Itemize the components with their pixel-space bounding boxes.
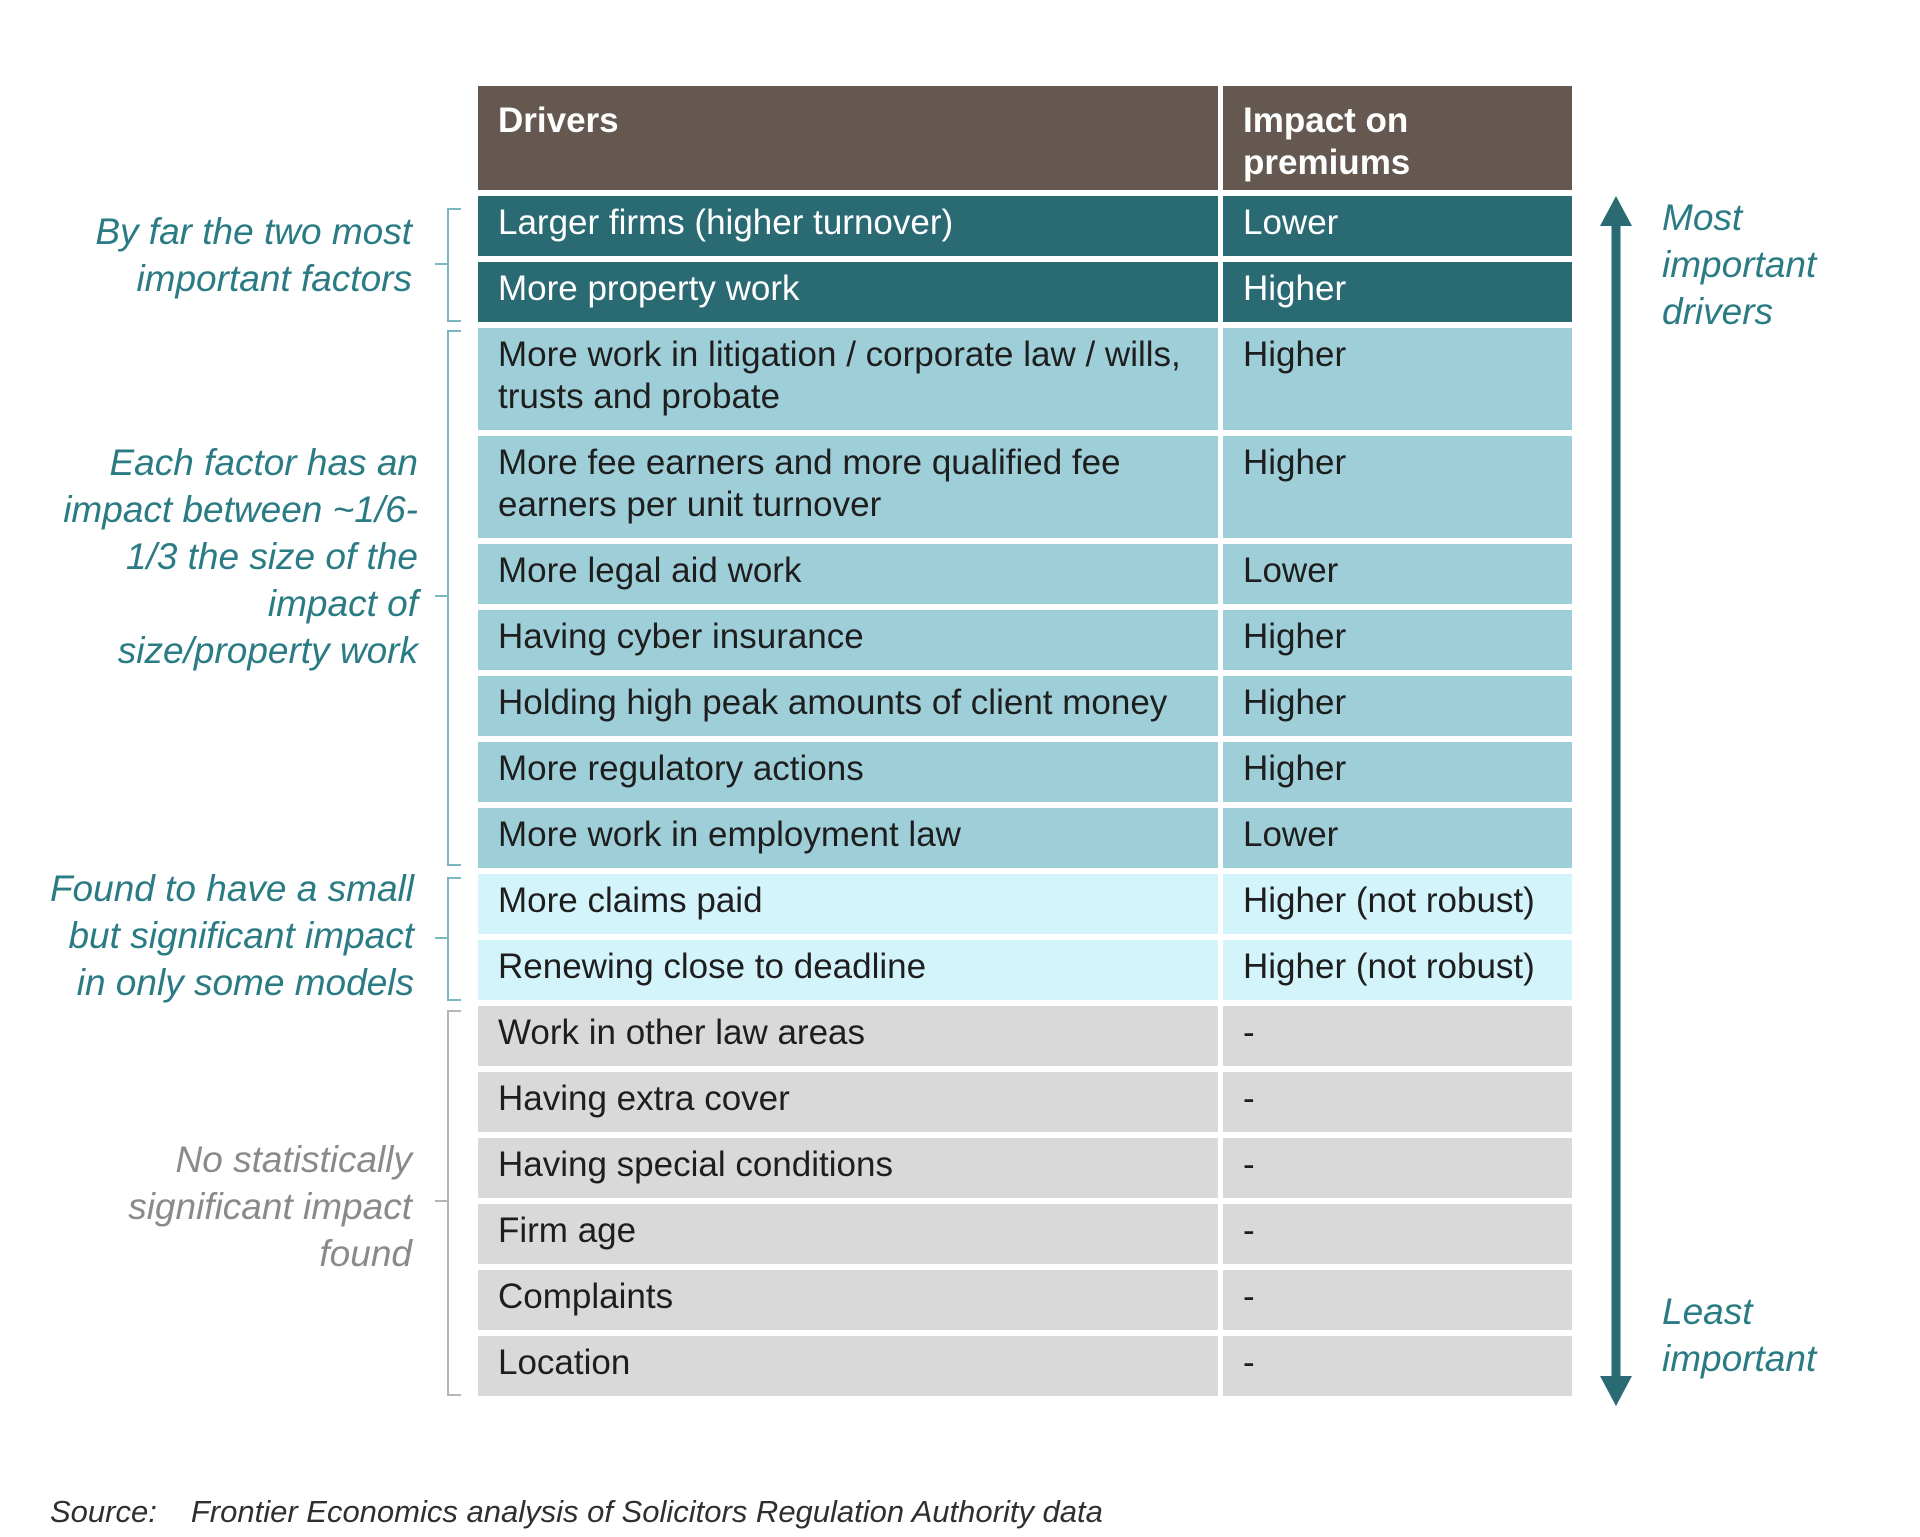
- most-important-label: [1662, 194, 1862, 335]
- driver-cell: More claims paid: [478, 874, 1218, 934]
- table-row: [478, 1138, 1572, 1198]
- table-row: [478, 436, 1572, 538]
- driver-cell: More work in litigation / corporate law / wills, trusts and probate: [478, 328, 1218, 430]
- table-row: [478, 1006, 1572, 1066]
- driver-cell: More fee earners and more qualified fee earners per unit turnover: [478, 436, 1218, 538]
- importance-arrow-icon: [1596, 196, 1636, 1406]
- driver-cell: Larger firms (higher turnover): [478, 196, 1218, 256]
- driver-cell: Location: [478, 1336, 1218, 1396]
- impact-cell: Higher: [1223, 610, 1572, 670]
- table-row: [478, 940, 1572, 1000]
- impact-cell: Higher: [1223, 328, 1572, 430]
- least-important-label-text: Least important: [1662, 1291, 1817, 1379]
- impact-cell: -: [1223, 1138, 1572, 1198]
- header-impact: Impact on premiums: [1223, 86, 1572, 190]
- table-row: [478, 808, 1572, 868]
- source-note: [50, 1494, 1103, 1530]
- bracket-small-factors: [447, 877, 461, 1001]
- table-row: [478, 1336, 1572, 1396]
- table-row: [478, 262, 1572, 322]
- table-row: [478, 328, 1572, 430]
- impact-cell: Higher (not robust): [1223, 940, 1572, 1000]
- annotation-no-impact: [52, 1136, 412, 1277]
- impact-cell: Higher (not robust): [1223, 874, 1572, 934]
- source-label: Source:: [50, 1494, 157, 1529]
- driver-cell: Holding high peak amounts of client money: [478, 676, 1218, 736]
- impact-cell: Lower: [1223, 808, 1572, 868]
- driver-cell: More property work: [478, 262, 1218, 322]
- driver-cell: Having extra cover: [478, 1072, 1218, 1132]
- most-important-label-text: Most important drivers: [1662, 197, 1817, 332]
- annotation-no-impact-text: No statistically significant impact found: [128, 1139, 412, 1274]
- driver-cell: Firm age: [478, 1204, 1218, 1264]
- impact-cell: -: [1223, 1072, 1572, 1132]
- driver-cell: More regulatory actions: [478, 742, 1218, 802]
- bracket-tick-small-factors: [435, 937, 447, 939]
- header-drivers: Drivers: [478, 86, 1218, 190]
- bracket-no-impact: [447, 1010, 461, 1396]
- impact-cell: -: [1223, 1204, 1572, 1264]
- driver-cell: Work in other law areas: [478, 1006, 1218, 1066]
- bracket-tick-mid-factors: [435, 595, 447, 597]
- table-row: [478, 1204, 1572, 1264]
- bracket-mid-factors: [447, 330, 461, 866]
- bracket-tick-top-factors: [435, 263, 447, 265]
- impact-cell: -: [1223, 1006, 1572, 1066]
- annotation-top-factors-text: By far the two most important factors: [95, 211, 412, 299]
- annotation-small-factors-text: Found to have a small but significant impact in only some models: [49, 868, 414, 1003]
- impact-cell: Higher: [1223, 262, 1572, 322]
- bracket-tick-no-impact: [435, 1200, 447, 1202]
- driver-cell: Having cyber insurance: [478, 610, 1218, 670]
- impact-cell: -: [1223, 1270, 1572, 1330]
- table-row: [478, 1072, 1572, 1132]
- table-row: [478, 1270, 1572, 1330]
- driver-cell: Having special conditions: [478, 1138, 1218, 1198]
- driver-cell: More legal aid work: [478, 544, 1218, 604]
- table-row: [478, 742, 1572, 802]
- impact-cell: Lower: [1223, 544, 1572, 604]
- driver-cell: Complaints: [478, 1270, 1218, 1330]
- table-row: [478, 874, 1572, 934]
- annotation-mid-factors-text: Each factor has an impact between ~1/6-1/3 the size of the impact of size/property work: [63, 442, 418, 671]
- drivers-table: [478, 86, 1572, 1402]
- least-important-label: [1662, 1288, 1862, 1382]
- impact-cell: Higher: [1223, 676, 1572, 736]
- annotation-small-factors: [34, 865, 414, 1006]
- impact-cell: Lower: [1223, 196, 1572, 256]
- impact-cell: Higher: [1223, 742, 1572, 802]
- impact-cell: Higher: [1223, 436, 1572, 538]
- annotation-mid-factors: [58, 439, 418, 674]
- impact-cell: -: [1223, 1336, 1572, 1396]
- source-text: Frontier Economics analysis of Solicitors Regulation Authority data: [190, 1494, 1103, 1529]
- annotation-top-factors: [32, 208, 412, 302]
- bracket-top-factors: [447, 208, 461, 322]
- table-row: [478, 544, 1572, 604]
- table-row: [478, 196, 1572, 256]
- table-row: [478, 610, 1572, 670]
- driver-cell: Renewing close to deadline: [478, 940, 1218, 1000]
- driver-cell: More work in employment law: [478, 808, 1218, 868]
- table-header-row: [478, 86, 1572, 190]
- table-row: [478, 676, 1572, 736]
